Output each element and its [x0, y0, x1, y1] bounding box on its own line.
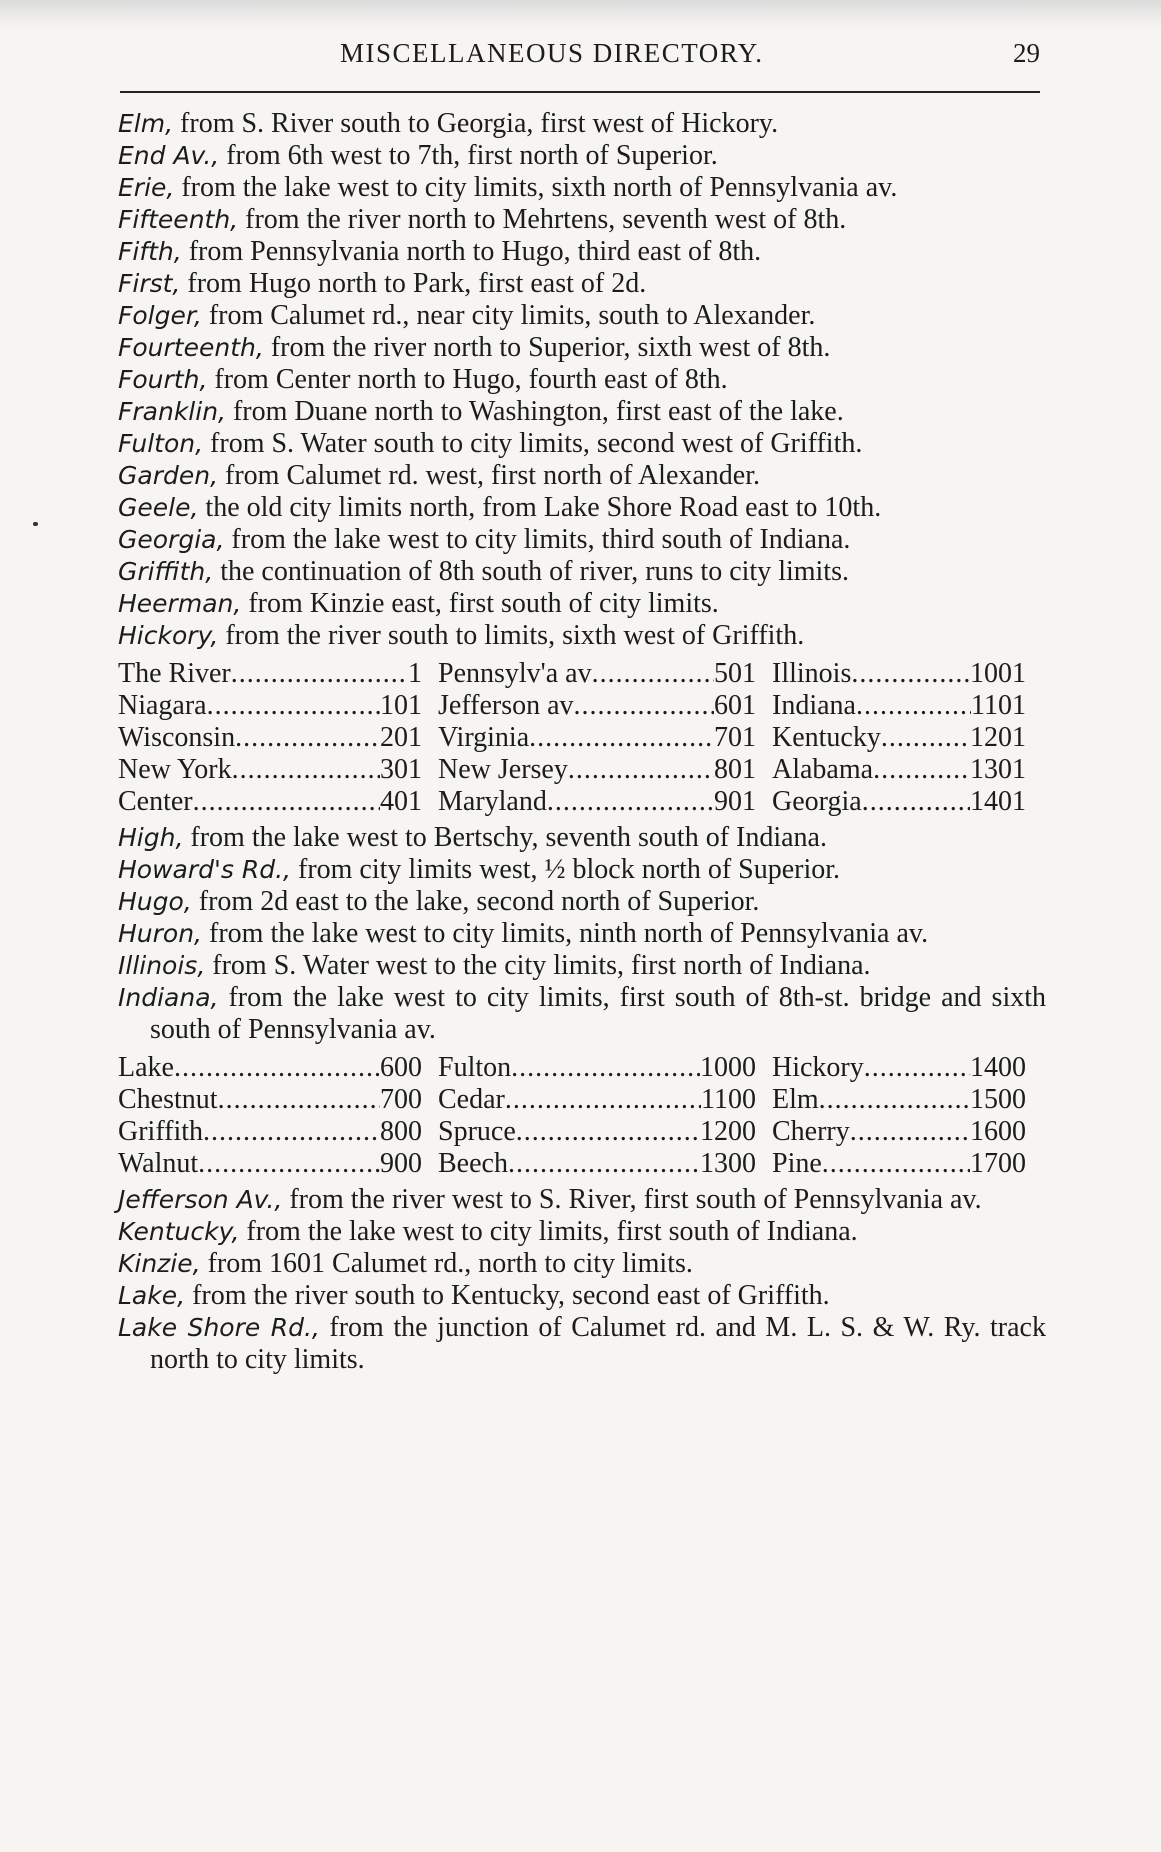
house-number: 401 — [380, 786, 422, 817]
street-description: from Kinzie east, first south of city limits. — [241, 588, 719, 619]
street-entry — [118, 332, 1046, 364]
street-entry — [118, 1312, 1046, 1376]
dot-leader — [193, 786, 380, 818]
number-table-cell — [438, 1084, 772, 1116]
ink-speck — [33, 522, 38, 526]
street-description: from Calumet rd. west, first north of Alexander. — [218, 460, 761, 491]
street-name: Heerman, — [118, 589, 242, 618]
street-entries-group-3 — [118, 1184, 1046, 1376]
street-entry — [118, 396, 1046, 428]
cross-street-label: Virginia — [438, 722, 530, 753]
number-table-cell — [438, 786, 772, 818]
page-header — [120, 38, 1040, 78]
cross-street-label: Chestnut — [118, 1084, 218, 1115]
house-number: 1 — [408, 658, 422, 689]
cross-street-label: Fulton — [438, 1052, 512, 1083]
street-description: from the river north to Superior, sixth west of 8th. — [263, 332, 831, 363]
house-number: 1301 — [970, 754, 1026, 785]
street-entry — [118, 556, 1046, 588]
house-number: 1300 — [700, 1148, 756, 1179]
house-number: 201 — [380, 722, 422, 753]
street-entry — [118, 1216, 1046, 1248]
number-table-cell — [118, 1148, 438, 1180]
cross-street-label: Illinois — [772, 658, 852, 689]
dot-leader — [819, 1084, 970, 1116]
header-rule — [120, 91, 1040, 93]
dot-leader — [851, 658, 970, 690]
street-description: from the lake west to city limits, first south of 8th-st. bridge and sixth south of Pennsylvania av. — [150, 982, 1046, 1045]
number-table-cell — [438, 1148, 772, 1180]
dot-leader — [516, 1116, 700, 1148]
street-entry — [118, 172, 1046, 204]
street-entry — [118, 268, 1046, 300]
number-table-cell — [772, 1116, 1042, 1148]
street-entry — [118, 620, 1046, 652]
street-description: the continuation of 8th south of river, runs to city limits. — [213, 556, 849, 587]
street-description: from the river south to limits, sixth west of Griffith. — [218, 620, 805, 651]
dot-leader — [511, 1052, 700, 1084]
street-entry — [118, 300, 1046, 332]
street-description: from 2d east to the lake, second north of Superior. — [191, 886, 760, 917]
number-table-cell — [438, 722, 772, 754]
cross-street-label: Griffith — [118, 1116, 204, 1147]
street-entry — [118, 236, 1046, 268]
number-table-cell — [118, 658, 438, 690]
street-description: from city limits west, ½ block north of Superior. — [291, 854, 841, 885]
number-table-cell — [438, 1052, 772, 1084]
street-name: Fifteenth, — [118, 205, 239, 234]
dot-leader — [529, 722, 714, 754]
cross-street-label: Wisconsin — [118, 722, 236, 753]
street-name: Georgia, — [118, 525, 225, 554]
cross-street-label: Hickory — [772, 1052, 864, 1083]
number-table-cell — [118, 722, 438, 754]
running-title: MISCELLANEOUS DIRECTORY. — [340, 38, 764, 68]
dot-leader — [574, 690, 714, 722]
cross-street-label: Alabama — [772, 754, 874, 785]
cross-street-label: Indiana — [772, 690, 856, 721]
street-description: from S. Water west to the city limits, first north of Indiana. — [205, 950, 871, 981]
street-number-table-1 — [118, 658, 1046, 818]
number-table-cell — [772, 1148, 1042, 1180]
street-name: High, — [118, 823, 184, 852]
street-description: from 1601 Calumet rd., north to city limits. — [200, 1248, 693, 1279]
street-entry — [118, 822, 1046, 854]
number-table-cell — [118, 1116, 438, 1148]
number-table-cell — [772, 1084, 1042, 1116]
street-name: Elm, — [118, 109, 174, 138]
street-name: Fifth, — [118, 237, 182, 266]
street-name: Jefferson Av., — [118, 1185, 283, 1214]
cross-street-label: New Jersey — [438, 754, 568, 785]
cross-street-label: Center — [118, 786, 193, 817]
house-number: 301 — [380, 754, 422, 785]
number-table-cell — [772, 786, 1042, 818]
street-name: Illinois, — [118, 951, 206, 980]
number-table-cell — [438, 690, 772, 722]
dot-leader — [881, 722, 970, 754]
cross-street-label: Niagara — [118, 690, 207, 721]
street-description: from 6th west to 7th, first north of Superior. — [219, 140, 718, 171]
street-name: First, — [118, 269, 181, 298]
house-number: 501 — [714, 658, 756, 689]
cross-street-label: Lake — [118, 1052, 174, 1083]
dot-leader — [822, 1148, 970, 1180]
house-number: 900 — [380, 1148, 422, 1179]
street-name: Fourth, — [118, 365, 208, 394]
street-entry — [118, 364, 1046, 396]
street-name: Kentucky, — [118, 1217, 240, 1246]
number-table-cell — [438, 1116, 772, 1148]
number-table-cell — [772, 658, 1042, 690]
street-name: Geele, — [118, 493, 199, 522]
street-name: Lake Shore Rd., — [118, 1313, 320, 1342]
directory-content — [118, 108, 1046, 1376]
street-entry — [118, 982, 1046, 1046]
scan-edge — [0, 0, 1161, 28]
street-description: from the river west to S. River, first south of Pennsylvania av. — [282, 1184, 982, 1215]
dot-leader — [235, 722, 380, 754]
street-entry — [118, 950, 1046, 982]
cross-street-label: Maryland — [438, 786, 547, 817]
house-number: 901 — [714, 786, 756, 817]
cross-street-label: New York — [118, 754, 232, 785]
street-name: Kinzie, — [118, 1249, 201, 1278]
street-description: from the junction of Calumet rd. and M. L. S. & W. Ry. track north to city limits. — [150, 1312, 1046, 1375]
dot-leader — [203, 1116, 380, 1148]
street-description: from Calumet rd., near city limits, south to Alexander. — [201, 300, 816, 331]
cross-street-label: The River — [118, 658, 231, 689]
street-entry — [118, 460, 1046, 492]
dot-leader — [873, 754, 970, 786]
dot-leader — [198, 1148, 380, 1180]
house-number: 601 — [714, 690, 756, 721]
street-description: from Center north to Hugo, fourth east of 8th. — [207, 364, 728, 395]
street-description: from Pennsylvania north to Hugo, third east of 8th. — [181, 236, 762, 267]
street-name: Indiana, — [118, 983, 219, 1012]
street-entry — [118, 108, 1046, 140]
street-description: the old city limits north, from Lake Shore Road east to 10th. — [198, 492, 882, 523]
house-number: 1200 — [700, 1116, 756, 1147]
cross-street-label: Walnut — [118, 1148, 199, 1179]
street-name: Hickory, — [118, 621, 219, 650]
street-description: from the lake west to city limits, ninth north of Pennsylvania av. — [202, 918, 929, 949]
street-entry — [118, 428, 1046, 460]
cross-street-label: Jefferson av — [438, 690, 574, 721]
dot-leader — [505, 1084, 701, 1116]
cross-street-label: Spruce — [438, 1116, 516, 1147]
number-table-cell — [118, 690, 438, 722]
street-entry — [118, 1184, 1046, 1216]
street-name: Erie, — [118, 173, 175, 202]
house-number: 1700 — [970, 1148, 1026, 1179]
street-name: Folger, — [118, 301, 202, 330]
street-description: from the lake west to city limits, sixth north of Pennsylvania av. — [174, 172, 898, 203]
street-description: from the river north to Mehrtens, seventh west of 8th. — [238, 204, 847, 235]
street-name: Howard's Rd., — [118, 855, 291, 884]
number-table-cell — [772, 1052, 1042, 1084]
street-entry — [118, 1280, 1046, 1312]
cross-street-label: Kentucky — [772, 722, 881, 753]
street-entry — [118, 204, 1046, 236]
house-number: 1401 — [970, 786, 1026, 817]
dot-leader — [864, 1052, 970, 1084]
house-number: 101 — [380, 690, 422, 721]
street-name: Griffith, — [118, 557, 214, 586]
house-number: 1201 — [970, 722, 1026, 753]
street-number-table-2 — [118, 1052, 1046, 1180]
street-description: from S. Water south to city limits, second west of Griffith. — [203, 428, 863, 459]
house-number: 600 — [380, 1052, 422, 1083]
house-number: 1001 — [970, 658, 1026, 689]
house-number: 801 — [714, 754, 756, 785]
street-description: from the river south to Kentucky, second east of Griffith. — [185, 1280, 830, 1311]
number-table-cell — [438, 754, 772, 786]
house-number: 800 — [380, 1116, 422, 1147]
street-description: from the lake west to city limits, third south of Indiana. — [224, 524, 851, 555]
dot-leader — [856, 690, 971, 722]
dot-leader — [592, 658, 714, 690]
street-description: from Duane north to Washington, first east of the lake. — [225, 396, 844, 427]
street-entry — [118, 1248, 1046, 1280]
house-number: 701 — [714, 722, 756, 753]
street-description: from Hugo north to Park, first east of 2d. — [180, 268, 647, 299]
street-name: Fourteenth, — [118, 333, 264, 362]
dot-leader — [508, 1148, 700, 1180]
number-table-cell — [118, 1052, 438, 1084]
house-number: 700 — [380, 1084, 422, 1115]
house-number: 1400 — [970, 1052, 1026, 1083]
street-name: Garden, — [118, 461, 219, 490]
cross-street-label: Elm — [772, 1084, 819, 1115]
cross-street-label: Georgia — [772, 786, 862, 817]
house-number: 1500 — [970, 1084, 1026, 1115]
dot-leader — [231, 658, 408, 690]
house-number: 1600 — [970, 1116, 1026, 1147]
dot-leader — [547, 786, 714, 818]
number-table-cell — [118, 786, 438, 818]
house-number: 1000 — [700, 1052, 756, 1083]
page-number: 29 — [1013, 38, 1040, 68]
street-entry — [118, 854, 1046, 886]
dot-leader — [218, 1084, 380, 1116]
cross-street-label: Beech — [438, 1148, 508, 1179]
number-table-cell — [772, 690, 1042, 722]
dot-leader — [232, 754, 380, 786]
street-name: Fulton, — [118, 429, 204, 458]
dot-leader — [568, 754, 714, 786]
street-entry — [118, 140, 1046, 172]
house-number: 1100 — [701, 1084, 756, 1115]
cross-street-label: Pennsylv'a av — [438, 658, 592, 689]
street-entries-group-2 — [118, 822, 1046, 1046]
street-entry — [118, 492, 1046, 524]
street-name: Hugo, — [118, 887, 192, 916]
number-table-cell — [118, 1084, 438, 1116]
number-table-cell — [772, 722, 1042, 754]
dot-leader — [850, 1116, 970, 1148]
street-description: from the lake west to city limits, first south of Indiana. — [239, 1216, 858, 1247]
number-table-cell — [118, 754, 438, 786]
street-entry — [118, 918, 1046, 950]
street-entry — [118, 588, 1046, 620]
cross-street-label: Cedar — [438, 1084, 505, 1115]
dot-leader — [862, 786, 970, 818]
dot-leader — [207, 690, 380, 722]
street-entry — [118, 886, 1046, 918]
number-table-cell — [772, 754, 1042, 786]
cross-street-label: Cherry — [772, 1116, 850, 1147]
street-name: Franklin, — [118, 397, 226, 426]
street-name: End Av., — [118, 141, 220, 170]
street-name: Lake, — [118, 1281, 186, 1310]
street-entry — [118, 524, 1046, 556]
number-table-cell — [438, 658, 772, 690]
street-name: Huron, — [118, 919, 203, 948]
cross-street-label: Pine — [772, 1148, 822, 1179]
street-entries-group-1 — [118, 108, 1046, 652]
street-description: from S. River south to Georgia, first west of Hickory. — [173, 108, 779, 139]
street-description: from the lake west to Bertschy, seventh south of Indiana. — [183, 822, 827, 853]
house-number: 1101 — [971, 690, 1026, 721]
dot-leader — [174, 1052, 380, 1084]
